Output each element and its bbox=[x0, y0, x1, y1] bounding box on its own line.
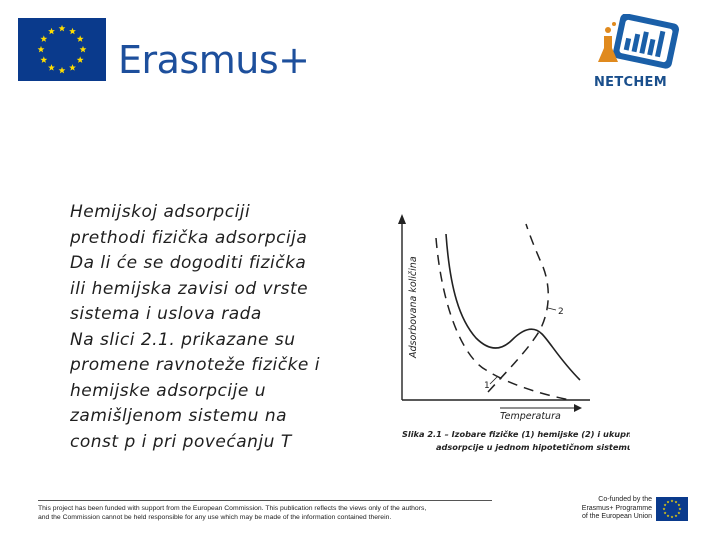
slide-body-text bbox=[70, 200, 370, 455]
curve-label-2-leader bbox=[548, 308, 556, 310]
eu-stars-icon bbox=[18, 18, 106, 81]
body-line: zamišljenom sistemu na bbox=[70, 406, 288, 426]
eu-star bbox=[667, 501, 670, 504]
eu-star bbox=[69, 28, 76, 35]
eu-star bbox=[664, 512, 667, 515]
adsorption-isobar-figure bbox=[390, 180, 630, 460]
body-line: hemijske adsorpcije u bbox=[70, 380, 266, 401]
body-line: promene ravnoteže fizičke i bbox=[70, 355, 321, 375]
cofunded-line: of the European Union bbox=[581, 513, 652, 520]
eu-star bbox=[80, 46, 87, 53]
eu-star bbox=[671, 500, 674, 503]
body-line: Da li će se dogoditi fizička bbox=[70, 253, 307, 273]
eu-flag-small-logo bbox=[656, 497, 688, 521]
x-label-arrow-icon bbox=[574, 404, 582, 412]
body-line: ili hemijska zavisi od vrste bbox=[70, 278, 309, 299]
curve-label-1: 1 bbox=[484, 381, 490, 391]
eu-star bbox=[679, 508, 682, 511]
eu-star bbox=[40, 35, 47, 42]
eu-star bbox=[59, 25, 66, 32]
erasmus-plus-wordmark: Erasmus+ bbox=[118, 38, 310, 82]
cofunded-line: Erasmus+ Programme bbox=[581, 504, 652, 512]
eu-star bbox=[678, 504, 681, 507]
eu-star bbox=[675, 501, 678, 504]
netchem-emblem-icon bbox=[592, 14, 692, 76]
curve-chemical-adsorption bbox=[488, 224, 548, 392]
figure-caption-line-1: Slika 2.1 – Izobare fizičke (1) hemijske (2) i ukupne bbox=[402, 429, 630, 439]
eu-star bbox=[671, 516, 674, 519]
cofunded-line: Co-funded by the bbox=[598, 496, 652, 503]
netchem-wordmark: NETCHEM bbox=[594, 75, 667, 90]
eu-star bbox=[678, 512, 681, 515]
eu-star bbox=[59, 67, 66, 74]
isobar-diagram bbox=[390, 180, 630, 460]
body-line: Hemijskoj adsorpciji bbox=[70, 202, 251, 222]
x-axis-label: Temperatura bbox=[500, 411, 561, 422]
eu-star bbox=[77, 56, 84, 63]
eu-star bbox=[663, 508, 666, 511]
curve-label-1-leader bbox=[490, 376, 498, 384]
y-axis-arrow-icon bbox=[398, 214, 406, 224]
curve-label-2: 2 bbox=[558, 307, 564, 317]
eu-star bbox=[40, 56, 47, 63]
eu-flag-logo bbox=[18, 18, 106, 81]
cofunded-text bbox=[572, 496, 652, 522]
body-line: Na slici 2.1. prikazane su bbox=[70, 329, 296, 350]
eu-star bbox=[48, 64, 55, 71]
eu-stars-small-icon bbox=[656, 497, 688, 521]
footer-divider bbox=[38, 500, 492, 501]
disclaimer-line: and the Commission cannot be held responsible for any use which may be made of the information contained therein. bbox=[38, 514, 392, 521]
body-line: prethodi fizička adsorpcija bbox=[70, 227, 308, 248]
eu-star bbox=[48, 28, 55, 35]
eu-star bbox=[675, 514, 678, 517]
eu-star bbox=[38, 46, 45, 53]
eu-star bbox=[69, 64, 76, 71]
y-axis-label: Adsorbovana količina bbox=[408, 256, 419, 358]
eu-star bbox=[664, 504, 667, 507]
disclaimer-line: This project has been funded with support from the European Commission. This publication reflects the views only of the authors, bbox=[38, 505, 427, 512]
eu-star bbox=[77, 35, 84, 42]
body-line: sistema i uslova rada bbox=[70, 304, 262, 324]
body-line: const p i pri povećanju T bbox=[70, 431, 292, 452]
funding-disclaimer bbox=[38, 504, 508, 522]
figure-caption-line-2: adsorpcije u jednom hipotetičnom sistemu bbox=[436, 442, 630, 452]
eu-star bbox=[667, 514, 670, 517]
